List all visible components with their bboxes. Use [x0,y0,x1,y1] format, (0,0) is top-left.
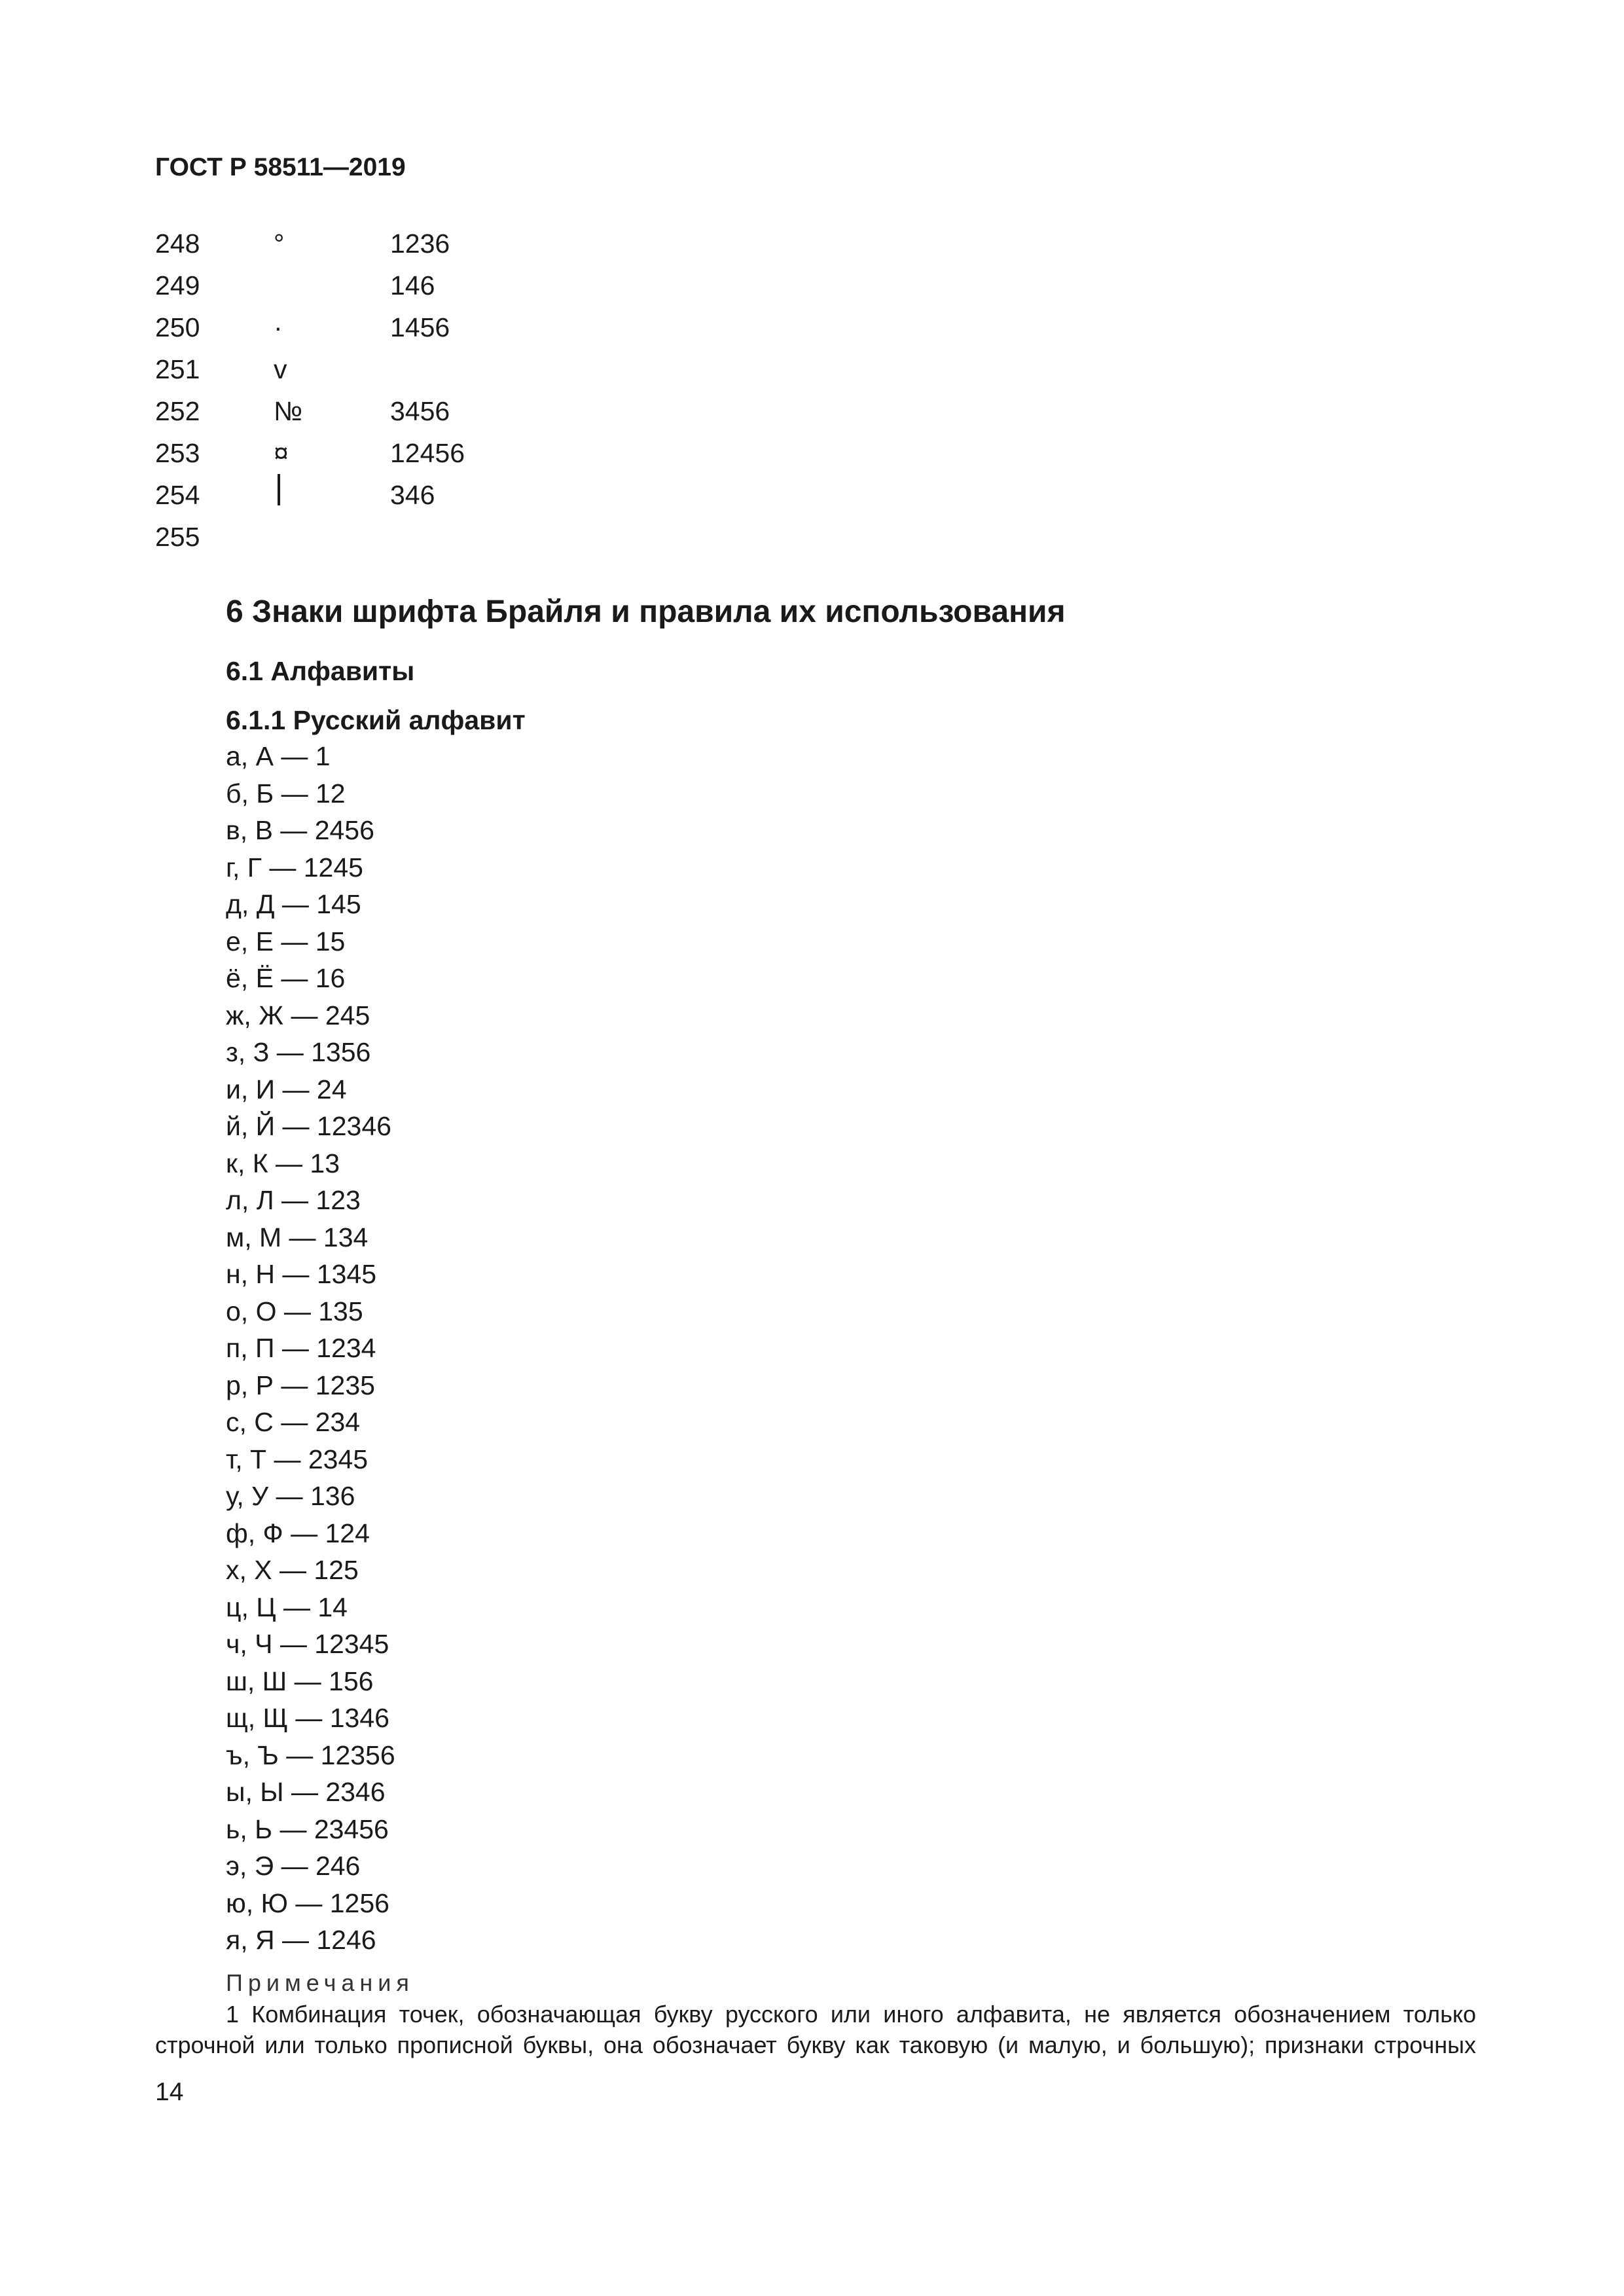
subsubsection-heading: 6.1.1 Русский алфавит [226,705,526,735]
list-item: з, З — 1356 [226,1037,371,1067]
list-item: ю, Ю — 1256 [226,1887,389,1918]
list-item: ш, Ш — 156 [226,1666,374,1696]
code-symbol: № [274,396,302,426]
code-symbol: ¤ [274,438,289,468]
list-item: м, М — 134 [226,1222,369,1252]
list-item: п, П — 1234 [226,1333,376,1363]
list-item: э, Э — 246 [226,1851,361,1881]
list-item: л, Л — 123 [226,1185,361,1215]
list-item: х, Х — 125 [226,1555,359,1585]
code-dots: 1236 [390,228,450,259]
list-item: ь, Ь — 23456 [226,1813,389,1844]
code-number: 252 [155,396,200,426]
list-item: т, Т — 2345 [226,1444,369,1474]
code-dots: 346 [390,480,435,510]
list-item: а, А — 1 [226,741,331,771]
code-number: 255 [155,522,200,552]
list-item: р, Р — 1235 [226,1370,375,1400]
code-number: 251 [155,354,200,384]
notes-title: Примечания [226,1969,414,1996]
list-item: о, О — 135 [226,1296,363,1326]
note-text-line: строчной или только прописной буквы, она обозначает букву как таковую (и малую, и большую); признаки строчных [155,2032,1476,2058]
list-item: н, Н — 1345 [226,1259,377,1289]
list-item: ч, Ч — 12345 [226,1629,389,1659]
list-item: ц, Ц — 14 [226,1592,348,1622]
page-number: 14 [155,2078,184,2106]
code-number: 248 [155,228,200,259]
code-number: 249 [155,270,200,301]
code-number: 254 [155,480,200,510]
list-item: в, В — 2456 [226,815,374,845]
list-item: ф, Ф — 124 [226,1518,370,1548]
list-item: д, Д — 145 [226,889,361,919]
list-item: ё, Ё — 16 [226,963,346,993]
list-item: я, Я — 1246 [226,1925,376,1955]
document-header: ГОСТ Р 58511—2019 [155,153,406,181]
vertical-bar-icon [278,474,280,505]
code-dots: 3456 [390,396,450,426]
code-number: 253 [155,438,200,468]
list-item: б, Б — 12 [226,778,346,809]
list-item: ж, Ж — 245 [226,1000,370,1030]
code-dots: 146 [390,270,435,301]
list-item: е, Е — 15 [226,926,346,957]
note-text-line: 1 Комбинация точек, обозначающая букву русского или иного алфавита, не является обозначением только [226,2001,1476,2028]
code-symbol: v [274,354,287,384]
subsection-heading: 6.1 Алфавиты [226,656,415,686]
list-item: к, К — 13 [226,1148,340,1178]
alphabet-list [226,738,395,1959]
list-item: щ, Щ — 1346 [226,1703,389,1733]
code-symbol: · [274,312,283,342]
list-item: г, Г — 1245 [226,852,363,883]
code-number: 250 [155,312,200,342]
code-dots: 1456 [390,312,450,342]
list-item: и, И — 24 [226,1074,347,1104]
code-symbol: ° [274,228,285,259]
list-item: ъ, Ъ — 12356 [226,1740,395,1770]
list-item: й, Й — 12346 [226,1111,391,1141]
list-item: ы, Ы — 2346 [226,1777,386,1807]
code-dots: 12456 [390,438,465,468]
list-item: с, С — 234 [226,1407,361,1437]
list-item: у, У — 136 [226,1481,355,1511]
section-heading: 6 Знаки шрифта Брайля и правила их использования [226,594,1066,629]
